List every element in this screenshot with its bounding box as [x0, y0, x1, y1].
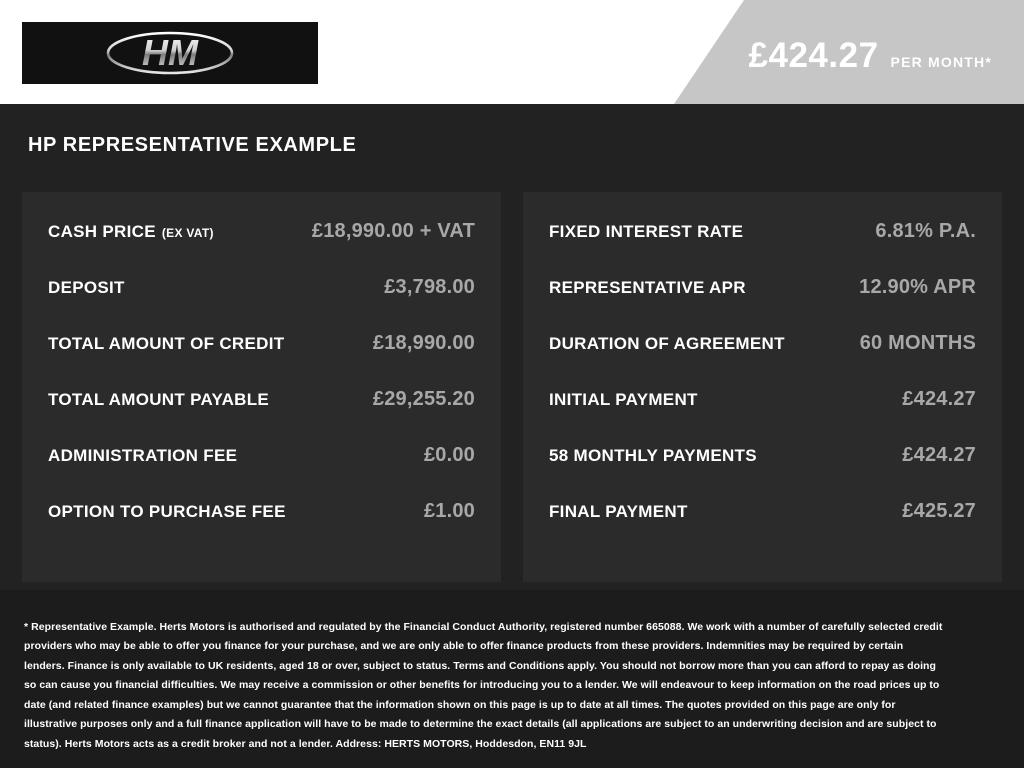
row-label-text: INITIAL PAYMENT — [549, 390, 698, 409]
row-label-text: DURATION OF AGREEMENT — [549, 334, 785, 353]
row-value: £18,990.00 + VAT — [311, 220, 475, 242]
hm-logo-icon — [95, 29, 245, 77]
table-row — [549, 276, 976, 332]
page-header — [0, 0, 1024, 104]
row-label — [48, 334, 284, 354]
row-label-text: TOTAL AMOUNT PAYABLE — [48, 390, 270, 409]
table-row — [48, 444, 475, 500]
page-title: HP REPRESENTATIVE EXAMPLE — [28, 134, 357, 156]
table-row — [549, 332, 976, 388]
row-value: £29,255.20 — [372, 388, 475, 410]
row-value: £424.27 — [902, 444, 976, 466]
row-label-text: CASH PRICE — [48, 222, 156, 241]
row-label-text: FIXED INTEREST RATE — [549, 222, 744, 241]
row-value: 6.81% P.A. — [875, 220, 976, 242]
row-value: £18,990.00 — [372, 332, 475, 354]
row-value: £1.00 — [423, 500, 475, 522]
row-label — [48, 446, 237, 466]
finance-panel-left — [22, 192, 501, 582]
table-row — [48, 332, 475, 388]
disclaimer-text: * Representative Example. Herts Motors is authorised and regulated by the Financial Conduct Authority, registered number 665088. We work with a number of carefully selected credit providers who may be able to offer you finance for your purchase, and we are only able to offer finance products from these providers. Indemnities may be required by certain lenders. Finance is only available to UK residents, aged 18 or over, subject to status. Terms and Conditions apply. You should not borrow more than you can afford to repay as doing so can cause you financial difficulties. We may receive a commission or other benefits for introducing you to a lender. We will endeavour to keep information on the road prices up to date (and related finance examples) but we cannot guarantee that the information shown on this page is up to date at all times. The quotes provided on this page are only for illustrative purposes only and a full finance application will have to be made to determine the exact details (all applications are subject to an underwriting decision and are subject to status). Herts Motors acts as a credit broker and not a lender. Address: HERTS MOTORS, Hoddesdon, EN11 9JL — [24, 621, 943, 750]
row-label — [48, 278, 125, 298]
finance-panel-right — [523, 192, 1002, 582]
row-label-text: OPTION TO PURCHASE FEE — [48, 502, 286, 521]
table-row — [48, 500, 475, 556]
table-row — [48, 220, 475, 276]
row-label — [549, 222, 743, 242]
row-label — [549, 502, 688, 522]
row-value: £0.00 — [423, 444, 475, 466]
table-row — [48, 388, 475, 444]
table-row — [48, 276, 475, 332]
row-label-text: DEPOSIT — [48, 278, 125, 297]
monthly-price-suffix: PER MONTH* — [890, 54, 992, 70]
row-label — [48, 222, 214, 242]
row-label-text: REPRESENTATIVE APR — [549, 278, 746, 297]
table-row — [549, 444, 976, 500]
row-label-text: TOTAL AMOUNT OF CREDIT — [48, 334, 285, 353]
row-label-text: ADMINISTRATION FEE — [48, 446, 238, 465]
row-label-text: 58 MONTHLY PAYMENTS — [549, 446, 757, 465]
svg-text:HM: HM — [142, 32, 198, 73]
finance-details — [22, 192, 1002, 582]
monthly-price-amount: £424.27 — [748, 36, 879, 75]
row-label — [549, 446, 757, 466]
table-row — [549, 388, 976, 444]
row-label — [549, 390, 698, 410]
row-label-sub: (EX VAT) — [161, 226, 214, 240]
row-value: £3,798.00 — [384, 276, 475, 298]
row-label — [48, 502, 286, 522]
row-value: £424.27 — [902, 388, 976, 410]
row-label-text: FINAL PAYMENT — [549, 502, 688, 521]
row-label — [549, 334, 785, 354]
monthly-price-group — [749, 36, 992, 76]
table-row — [549, 220, 976, 276]
row-value: £425.27 — [902, 500, 976, 522]
row-label — [48, 390, 269, 410]
page-footer — [0, 590, 1024, 768]
row-label — [549, 278, 746, 298]
row-value: 60 MONTHS — [859, 332, 976, 354]
table-row — [549, 500, 976, 556]
row-value: 12.90% APR — [859, 276, 976, 298]
brand-logo[interactable] — [22, 22, 318, 84]
